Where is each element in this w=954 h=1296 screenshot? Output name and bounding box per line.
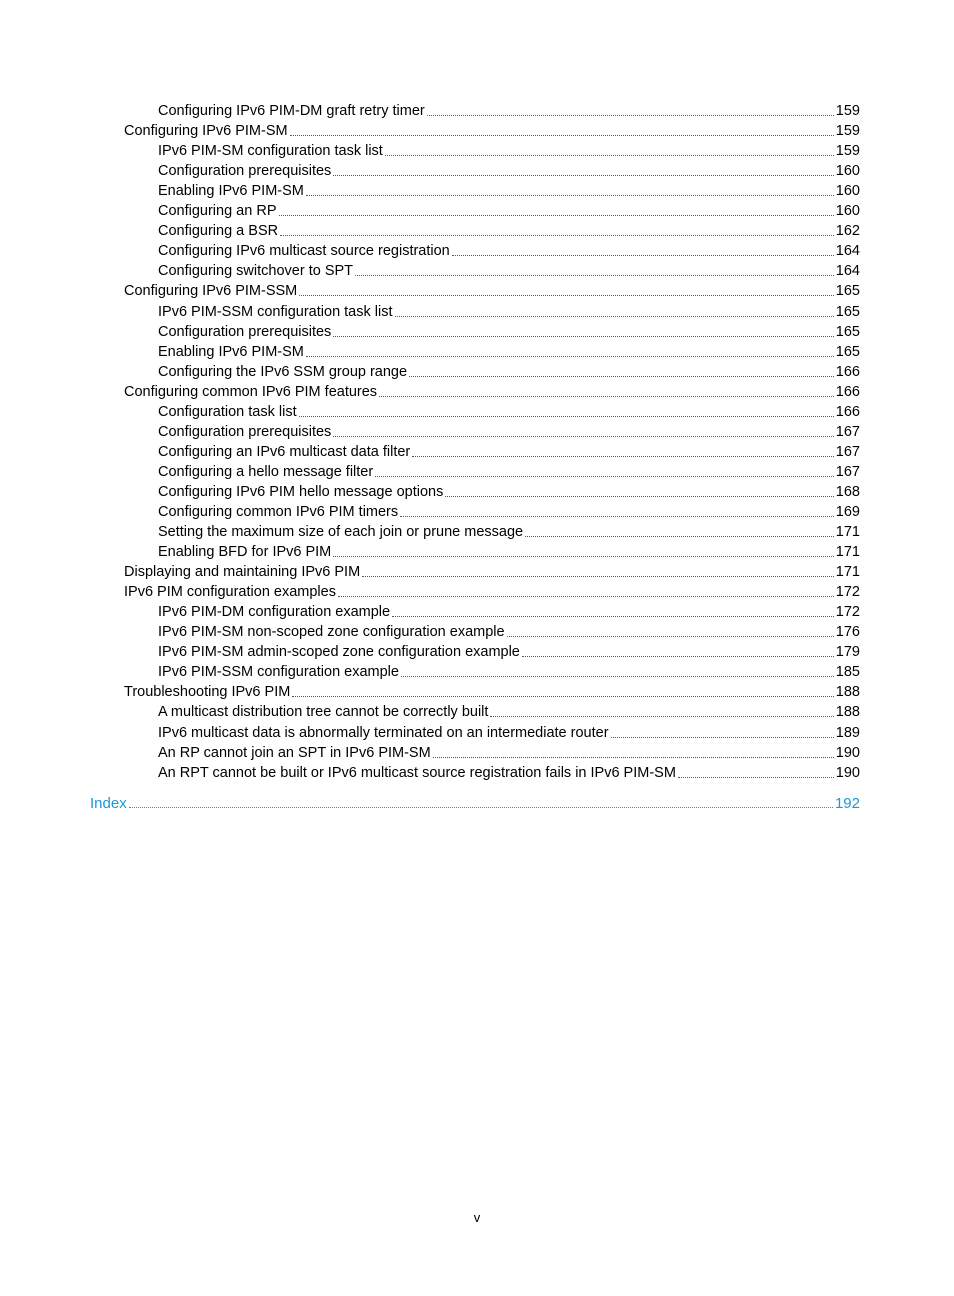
toc-subsection-entry[interactable]	[0, 240, 860, 260]
toc-entry-page[interactable]: 168	[835, 483, 860, 500]
dot-leader	[490, 716, 833, 717]
toc-subsection-entry[interactable]	[0, 601, 860, 621]
dot-leader	[400, 516, 834, 517]
toc-subsection-entry[interactable]	[0, 521, 860, 541]
toc-entry-title[interactable]: Configuring common IPv6 PIM features	[124, 383, 378, 400]
toc-entry-title[interactable]: Configuring switchover to SPT	[158, 263, 354, 280]
toc-entry-title[interactable]: Configuring common IPv6 PIM timers	[158, 503, 399, 520]
toc-entry-page[interactable]: 190	[835, 764, 860, 781]
dot-leader	[678, 777, 834, 778]
toc-entry-page[interactable]: 159	[835, 143, 860, 160]
toc-subsection-entry[interactable]	[0, 742, 860, 762]
dot-leader	[338, 596, 834, 597]
dot-leader	[306, 356, 834, 357]
toc-section-entry[interactable]	[0, 681, 860, 701]
toc-subsection-entry[interactable]	[0, 621, 860, 641]
toc-entry-page[interactable]: 164	[835, 243, 860, 260]
toc-subsection-entry[interactable]	[0, 300, 860, 320]
dot-leader	[525, 536, 834, 537]
dot-leader	[375, 476, 834, 477]
toc-entry-title[interactable]: IPv6 PIM-SSM configuration task list	[158, 303, 393, 320]
toc-entry-title[interactable]: Configuring IPv6 PIM-SM	[124, 123, 288, 140]
toc-subsection-entry[interactable]	[0, 441, 860, 461]
toc-entry-title[interactable]: IPv6 PIM-SM non-scoped zone configuration example	[158, 624, 505, 641]
toc-entry-title[interactable]: Configuration prerequisites	[158, 323, 332, 340]
toc-entry-title[interactable]: Enabling BFD for IPv6 PIM	[158, 544, 332, 561]
dot-leader	[129, 807, 833, 808]
dot-leader	[412, 456, 834, 457]
toc-entry-title[interactable]: Displaying and maintaining IPv6 PIM	[124, 564, 361, 581]
toc-subsection-entry[interactable]	[0, 661, 860, 681]
toc-section-entry[interactable]	[0, 381, 860, 401]
toc-subsection-entry[interactable]	[0, 461, 860, 481]
toc-entry-title[interactable]: Index	[90, 794, 127, 812]
dot-leader	[280, 235, 834, 236]
toc-entry-title[interactable]: Configuring the IPv6 SSM group range	[158, 363, 408, 380]
dot-leader	[401, 676, 834, 677]
toc-subsection-entry[interactable]	[0, 401, 860, 421]
toc-subsection-entry[interactable]	[0, 321, 860, 341]
toc-subsection-entry[interactable]	[0, 501, 860, 521]
dot-leader	[333, 436, 834, 437]
dot-leader	[395, 316, 834, 317]
toc-entry-page[interactable]: 171	[835, 524, 860, 541]
toc-entry-title[interactable]: Troubleshooting IPv6 PIM	[124, 684, 291, 701]
toc-entry-title[interactable]: Configuration prerequisites	[158, 163, 332, 180]
toc-entry-title[interactable]: Enabling IPv6 PIM-SM	[158, 183, 304, 200]
toc-subsection-entry[interactable]	[0, 260, 860, 280]
toc-entry-page[interactable]: 171	[835, 564, 860, 581]
toc-entry-title[interactable]: IPv6 multicast data is abnormally terminated on an intermediate router	[158, 724, 609, 741]
dot-leader	[362, 576, 834, 577]
dot-leader	[409, 376, 834, 377]
toc-subsection-entry[interactable]	[0, 721, 860, 741]
toc-entry-title[interactable]: Configuring a hello message filter	[158, 463, 374, 480]
toc-entry-page[interactable]: 167	[835, 423, 860, 440]
toc-entry-title[interactable]: Configuration task list	[158, 403, 297, 420]
toc-subsection-entry[interactable]	[0, 200, 860, 220]
dot-leader	[385, 155, 834, 156]
toc-entry-page[interactable]: 160	[835, 183, 860, 200]
toc-entry-page[interactable]: 192	[834, 794, 860, 812]
dot-leader	[392, 616, 834, 617]
toc-section-entry[interactable]	[0, 561, 860, 581]
dot-leader	[292, 696, 834, 697]
toc-entry-page[interactable]: 188	[835, 704, 860, 721]
toc-entry-title[interactable]: An RP cannot join an SPT in IPv6 PIM-SM	[158, 744, 431, 761]
dot-leader	[379, 396, 834, 397]
toc-entry-page[interactable]: 166	[835, 383, 860, 400]
toc-entry-title[interactable]: Configuring an RP	[158, 203, 277, 220]
toc-entry-page[interactable]: 159	[835, 123, 860, 140]
toc-entry-page[interactable]: 189	[835, 724, 860, 741]
toc-subsection-entry[interactable]	[0, 180, 860, 200]
page-number: v	[473, 1210, 481, 1225]
dot-leader	[290, 135, 834, 136]
toc-section-entry[interactable]	[0, 280, 860, 300]
dot-leader	[445, 496, 833, 497]
toc-entry-title[interactable]: Configuring IPv6 PIM hello message options	[158, 483, 444, 500]
toc-subsection-entry[interactable]	[0, 140, 860, 160]
toc-entry-title[interactable]: Configuration prerequisites	[158, 423, 332, 440]
toc-subsection-entry[interactable]	[0, 100, 860, 120]
toc-entry-page[interactable]: 172	[835, 584, 860, 601]
toc-chapter-entry[interactable]	[0, 792, 860, 812]
toc-entry-page[interactable]: 164	[835, 263, 860, 280]
dot-leader	[522, 656, 834, 657]
toc-entry-title[interactable]: IPv6 PIM-SM admin-scoped zone configuration example	[158, 644, 520, 661]
toc-entry-page[interactable]: 162	[835, 223, 860, 240]
table-of-contents	[0, 100, 954, 812]
dot-leader	[355, 275, 834, 276]
toc-entry-page[interactable]: 160	[835, 163, 860, 180]
toc-entry-title[interactable]: Configuring IPv6 PIM-DM graft retry timer	[158, 103, 425, 120]
toc-entry-page[interactable]: 159	[835, 103, 860, 120]
toc-entry-title[interactable]: IPv6 PIM-SSM configuration example	[158, 664, 399, 681]
dot-leader	[306, 195, 834, 196]
toc-subsection-entry[interactable]	[0, 220, 860, 240]
toc-subsection-entry[interactable]	[0, 641, 860, 661]
toc-subsection-entry[interactable]	[0, 541, 860, 561]
toc-entry-page[interactable]: 179	[835, 644, 860, 661]
toc-entry-page[interactable]: 165	[835, 303, 860, 320]
toc-subsection-entry[interactable]	[0, 160, 860, 180]
toc-entry-title[interactable]: Configuring IPv6 PIM-SSM	[124, 283, 298, 300]
toc-entry-title[interactable]: Enabling IPv6 PIM-SM	[158, 343, 304, 360]
toc-section-entry[interactable]	[0, 581, 860, 601]
toc-subsection-entry[interactable]	[0, 421, 860, 441]
dot-leader	[333, 336, 834, 337]
toc-entry-title[interactable]: IPv6 PIM configuration examples	[124, 584, 336, 601]
toc-section-entry[interactable]	[0, 120, 860, 140]
toc-entry-title[interactable]: Configuring an IPv6 multicast data filter	[158, 443, 411, 460]
toc-entry-page[interactable]: 166	[835, 363, 860, 380]
toc-entry-title[interactable]: Configuring a BSR	[158, 223, 279, 240]
toc-entry-title[interactable]: Configuring IPv6 multicast source registration	[158, 243, 450, 260]
toc-entry-page[interactable]: 188	[835, 684, 860, 701]
toc-entry-page[interactable]: 165	[835, 323, 860, 340]
toc-entry-page[interactable]: 185	[835, 664, 860, 681]
toc-entry-page[interactable]: 165	[835, 283, 860, 300]
dot-leader	[611, 737, 834, 738]
dot-leader	[452, 255, 834, 256]
toc-entry-title[interactable]: IPv6 PIM-SM configuration task list	[158, 143, 383, 160]
toc-subsection-entry[interactable]	[0, 361, 860, 381]
dot-leader	[299, 295, 834, 296]
toc-entry-page[interactable]: 167	[835, 443, 860, 460]
toc-entry-page[interactable]: 176	[835, 624, 860, 641]
toc-entry-page[interactable]: 190	[835, 744, 860, 761]
dot-leader	[427, 115, 834, 116]
toc-entry-title[interactable]: An RPT cannot be built or IPv6 multicast source registration fails in IPv6 PIM-SM	[158, 764, 676, 781]
toc-entry-title[interactable]: A multicast distribution tree cannot be correctly built	[158, 704, 489, 721]
toc-subsection-entry[interactable]	[0, 701, 860, 721]
toc-entry-page[interactable]: 165	[835, 343, 860, 360]
toc-subsection-entry[interactable]	[0, 762, 860, 782]
dot-leader	[333, 556, 834, 557]
dot-leader	[333, 175, 834, 176]
dot-leader	[279, 215, 834, 216]
toc-subsection-entry[interactable]	[0, 481, 860, 501]
dot-leader	[299, 416, 834, 417]
toc-entry-page[interactable]: 166	[835, 403, 860, 420]
toc-entry-page[interactable]: 172	[835, 604, 860, 621]
toc-subsection-entry[interactable]	[0, 341, 860, 361]
toc-entry-page[interactable]: 167	[835, 463, 860, 480]
dot-leader	[507, 636, 834, 637]
toc-entry-page[interactable]: 171	[835, 544, 860, 561]
toc-entry-title[interactable]: IPv6 PIM-DM configuration example	[158, 604, 391, 621]
dot-leader	[433, 757, 834, 758]
toc-entry-page[interactable]: 169	[835, 503, 860, 520]
toc-entry-title[interactable]: Setting the maximum size of each join or prune message	[158, 524, 524, 541]
toc-entry-page[interactable]: 160	[835, 203, 860, 220]
